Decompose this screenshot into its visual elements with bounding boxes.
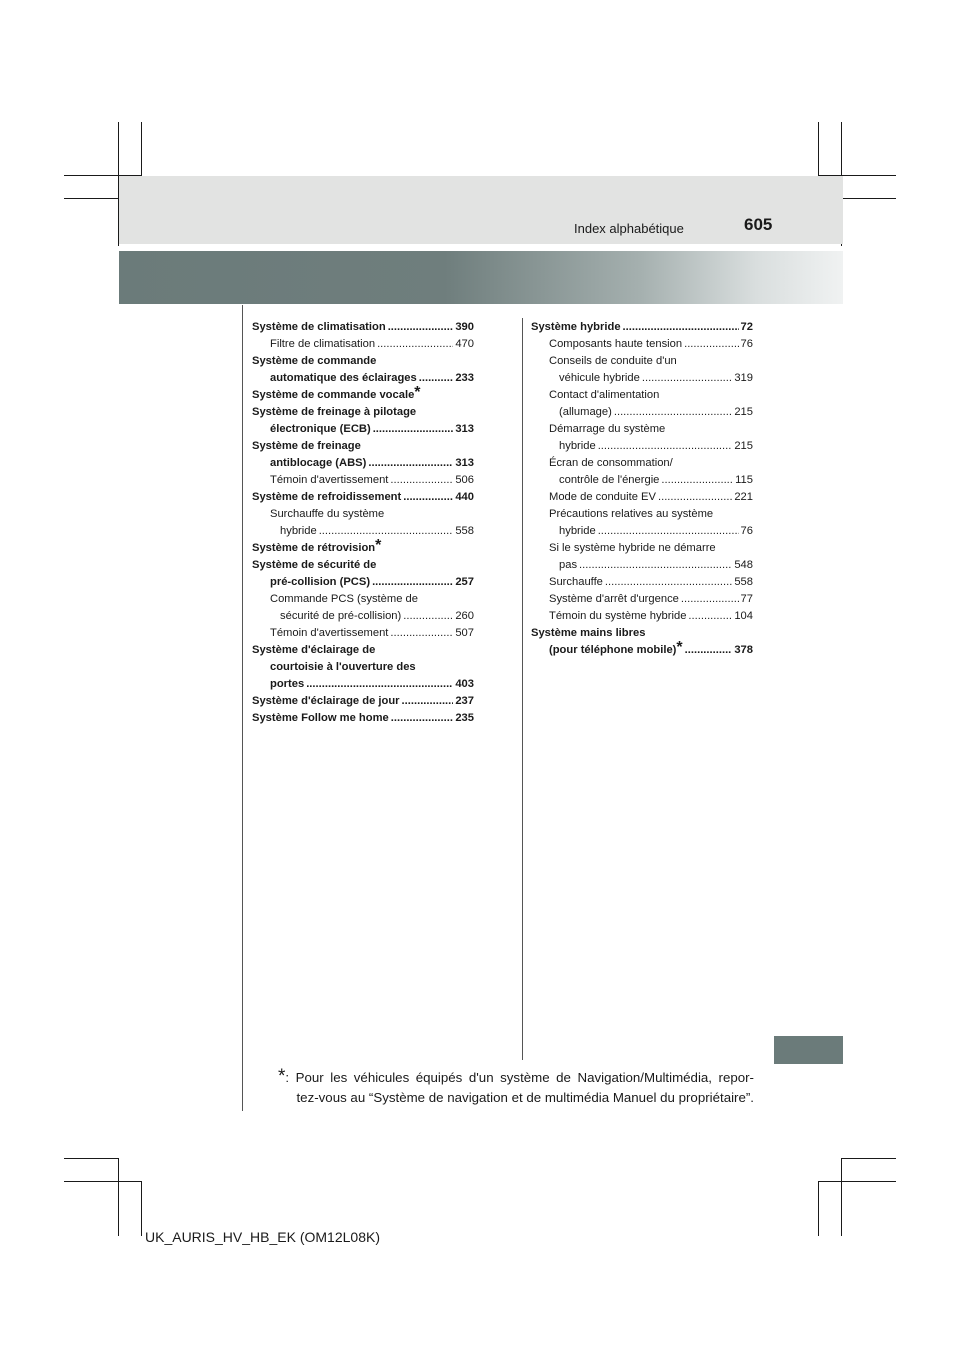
index-entry-label: courtoisie à l'ouverture des (270, 661, 416, 673)
index-entry (531, 387, 753, 404)
index-entry (531, 421, 753, 438)
index-entry-label: Commande PCS (système de (270, 593, 418, 605)
index-entry (252, 353, 474, 370)
index-entry-page: 313 (455, 457, 474, 469)
index-entry (252, 523, 474, 540)
index-entry-label: électronique (ECB) (270, 423, 371, 435)
index-entry-page: 76 (740, 525, 753, 537)
index-entry (531, 472, 753, 489)
index-entry-label: Conseils de conduite d'un (549, 355, 677, 367)
index-entry-page: 215 (734, 440, 753, 452)
index-entry-page: 558 (455, 525, 474, 537)
index-entry (531, 574, 753, 591)
index-entry-page: 233 (455, 372, 474, 384)
dot-leader (402, 693, 454, 710)
dot-leader (373, 421, 454, 438)
index-entry (252, 421, 474, 438)
index-entry-label: portes (270, 678, 305, 690)
page-number: 605 (744, 215, 773, 234)
footnote-line-2: tez-vous au “Système de navigation et de multimédia Manuel du propriétaire”. (296, 1090, 754, 1105)
dot-leader (685, 642, 733, 659)
dot-leader (688, 608, 732, 625)
index-entry (531, 489, 753, 506)
header-band (119, 176, 843, 244)
dot-leader (598, 438, 733, 455)
index-entry-label: sécurité de pré-collision) (280, 610, 402, 622)
index-entry: Système de commande vocale * (252, 387, 474, 404)
index-entry-label: Système de climatisation (252, 321, 386, 333)
index-entry (531, 404, 753, 421)
index-entry-label: Système mains libres (531, 627, 646, 639)
index-entry: (pour téléphone mobile) * ..... 378 (531, 642, 753, 659)
index-entry (531, 353, 753, 370)
index-entry (252, 710, 474, 727)
dot-leader (419, 370, 454, 387)
index-entry (252, 574, 474, 591)
index-entry-page: 72 (740, 321, 753, 333)
dot-leader (319, 523, 454, 540)
crop-mark (841, 1158, 842, 1236)
dot-leader (390, 625, 453, 642)
index-entry-label: hybride (559, 440, 596, 452)
footnote-text-1: : Pour les véhicules équipés d'un système de Navigation/Multimédia, repor- (285, 1070, 754, 1085)
footnote-line-1 (278, 1068, 754, 1087)
dot-leader (614, 404, 732, 421)
index-entry-label: Système d'éclairage de jour (252, 695, 400, 707)
index-entry (252, 591, 474, 608)
dot-leader (372, 574, 453, 591)
index-entry-label: Surchauffe du système (270, 508, 385, 520)
index-entry-page: 104 (734, 610, 753, 622)
index-entry (252, 608, 474, 625)
crop-mark (64, 1158, 118, 1159)
dot-leader (306, 676, 453, 693)
index-entry-label: Démarrage du système (549, 423, 666, 435)
index-entry-label: hybride (280, 525, 317, 537)
index-entry-page: 115 (735, 474, 753, 486)
index-entry-label: contrôle de l'énergie (559, 474, 660, 486)
index-entry (531, 523, 753, 540)
index-entry-label: pré-collision (PCS) (270, 576, 371, 588)
index-entry-label: Système hybride (531, 321, 621, 333)
index-entry-label: véhicule hybride (559, 372, 640, 384)
index-entry-page: 403 (455, 678, 474, 690)
index-entry-page: 76 (740, 338, 753, 350)
dot-leader (403, 489, 453, 506)
index-entry-label: Système de rétrovision (252, 542, 376, 554)
index-entry (531, 336, 753, 353)
index-entry (252, 642, 474, 659)
section-title: Index alphabétique (574, 221, 684, 236)
index-entry (252, 438, 474, 455)
index-entry: Système de rétrovision * (252, 540, 474, 557)
dot-leader (403, 608, 453, 625)
index-entry (252, 489, 474, 506)
footnote-asterisk: * (278, 1066, 286, 1087)
dot-leader (391, 710, 454, 727)
index-entry-page: 558 (734, 576, 753, 588)
index-entry-page: 548 (734, 559, 753, 571)
dot-leader (377, 336, 453, 353)
dot-leader (605, 574, 732, 591)
crop-mark (118, 1158, 119, 1236)
index-entry (531, 455, 753, 472)
index-entry-page: 235 (455, 712, 474, 724)
index-entry (531, 319, 753, 336)
index-entry-page: 506 (455, 474, 474, 486)
index-entry-label: (pour téléphone mobile) (549, 644, 677, 656)
index-entry-page: 378 (734, 644, 753, 656)
index-entry (531, 557, 753, 574)
crop-mark (841, 1158, 896, 1159)
index-entry (252, 370, 474, 387)
index-entry-page: 77 (740, 593, 753, 605)
index-entry (252, 506, 474, 523)
index-entry-label: Composants haute tension (549, 338, 683, 350)
index-entry-page: 507 (455, 627, 474, 639)
index-entry (252, 659, 474, 676)
index-entry-label: Surchauffe (549, 576, 603, 588)
index-entry-label: Filtre de climatisation (270, 338, 376, 350)
index-entry-page: 313 (455, 423, 474, 435)
index-entry (531, 506, 753, 523)
index-column-left (252, 319, 474, 727)
index-entry-label: Système d'arrêt d'urgence (549, 593, 679, 605)
dot-leader (579, 557, 732, 574)
index-entry (252, 404, 474, 421)
index-entry-page: 221 (734, 491, 753, 503)
index-entry (252, 319, 474, 336)
index-entry (531, 438, 753, 455)
index-entry (252, 472, 474, 489)
index-entry-label: Témoin du système hybride (549, 610, 687, 622)
crop-mark (141, 1182, 142, 1236)
index-entry-page: 257 (455, 576, 474, 588)
index-entry-label: hybride (559, 525, 596, 537)
index-entry-label: automatique des éclairages (270, 372, 417, 384)
index-entry-label: Système de freinage à pilotage (252, 406, 417, 418)
crop-mark (64, 1181, 142, 1182)
index-entry (531, 625, 753, 642)
crop-mark (818, 1182, 819, 1236)
index-entry (252, 676, 474, 693)
index-entry-label: Système d'éclairage de (252, 644, 376, 656)
index-entry-label: Témoin d'avertissement (270, 474, 389, 486)
accent-band (119, 251, 843, 304)
column-rule-middle (522, 318, 523, 1060)
dot-leader (368, 455, 453, 472)
crop-mark (841, 198, 896, 199)
index-entry (531, 608, 753, 625)
index-entry (531, 540, 753, 557)
dot-leader (390, 472, 453, 489)
index-entry-label: Système de freinage (252, 440, 361, 452)
index-entry-page: 319 (734, 372, 753, 384)
index-entry-label: Système Follow me home (252, 712, 389, 724)
index-entry-label: antiblocage (ABS) (270, 457, 367, 469)
dot-leader (661, 472, 733, 489)
crop-mark (818, 1181, 896, 1182)
dot-leader (623, 319, 739, 336)
index-column-right (531, 319, 753, 659)
index-entry (252, 693, 474, 710)
index-entry-label: Témoin d'avertissement (270, 627, 389, 639)
dot-leader (684, 336, 738, 353)
index-entry (252, 455, 474, 472)
index-entry-label: (allumage) (559, 406, 612, 418)
crop-mark (64, 198, 118, 199)
index-entry (252, 336, 474, 353)
index-entry-label: Mode de conduite EV (549, 491, 656, 503)
index-entry-label: Système de commande vocale (252, 389, 415, 401)
document-code: UK_AURIS_HV_HB_EK (OM12L08K) (145, 1229, 380, 1245)
index-entry-page: 470 (455, 338, 474, 350)
index-entry-label: Système de refroidissement (252, 491, 402, 503)
index-entry-label: pas (559, 559, 578, 571)
index-entry-page: 260 (455, 610, 474, 622)
index-entry (531, 370, 753, 387)
index-entry-page: 237 (455, 695, 474, 707)
column-rule-left (242, 305, 243, 1111)
index-entry-page: 390 (455, 321, 474, 333)
index-entry-label: Système de sécurité de (252, 559, 377, 571)
dot-leader (598, 523, 739, 540)
dot-leader (681, 591, 739, 608)
index-entry-label: Écran de consommation/ (549, 457, 673, 469)
index-entry-page: 440 (455, 491, 474, 503)
dot-leader (642, 370, 732, 387)
index-entry-label: Système de commande (252, 355, 377, 367)
index-entry-label: Précautions relatives au système (549, 508, 714, 520)
index-entry (252, 557, 474, 574)
index-entry-label: Si le système hybride ne démarre (549, 542, 716, 554)
index-entry (252, 625, 474, 642)
dot-leader (388, 319, 454, 336)
index-entry-page: 215 (734, 406, 753, 418)
dot-leader (658, 489, 732, 506)
index-entry-label: Contact d'alimentation (549, 389, 660, 401)
chapter-tab (774, 1036, 843, 1064)
index-entry (531, 591, 753, 608)
